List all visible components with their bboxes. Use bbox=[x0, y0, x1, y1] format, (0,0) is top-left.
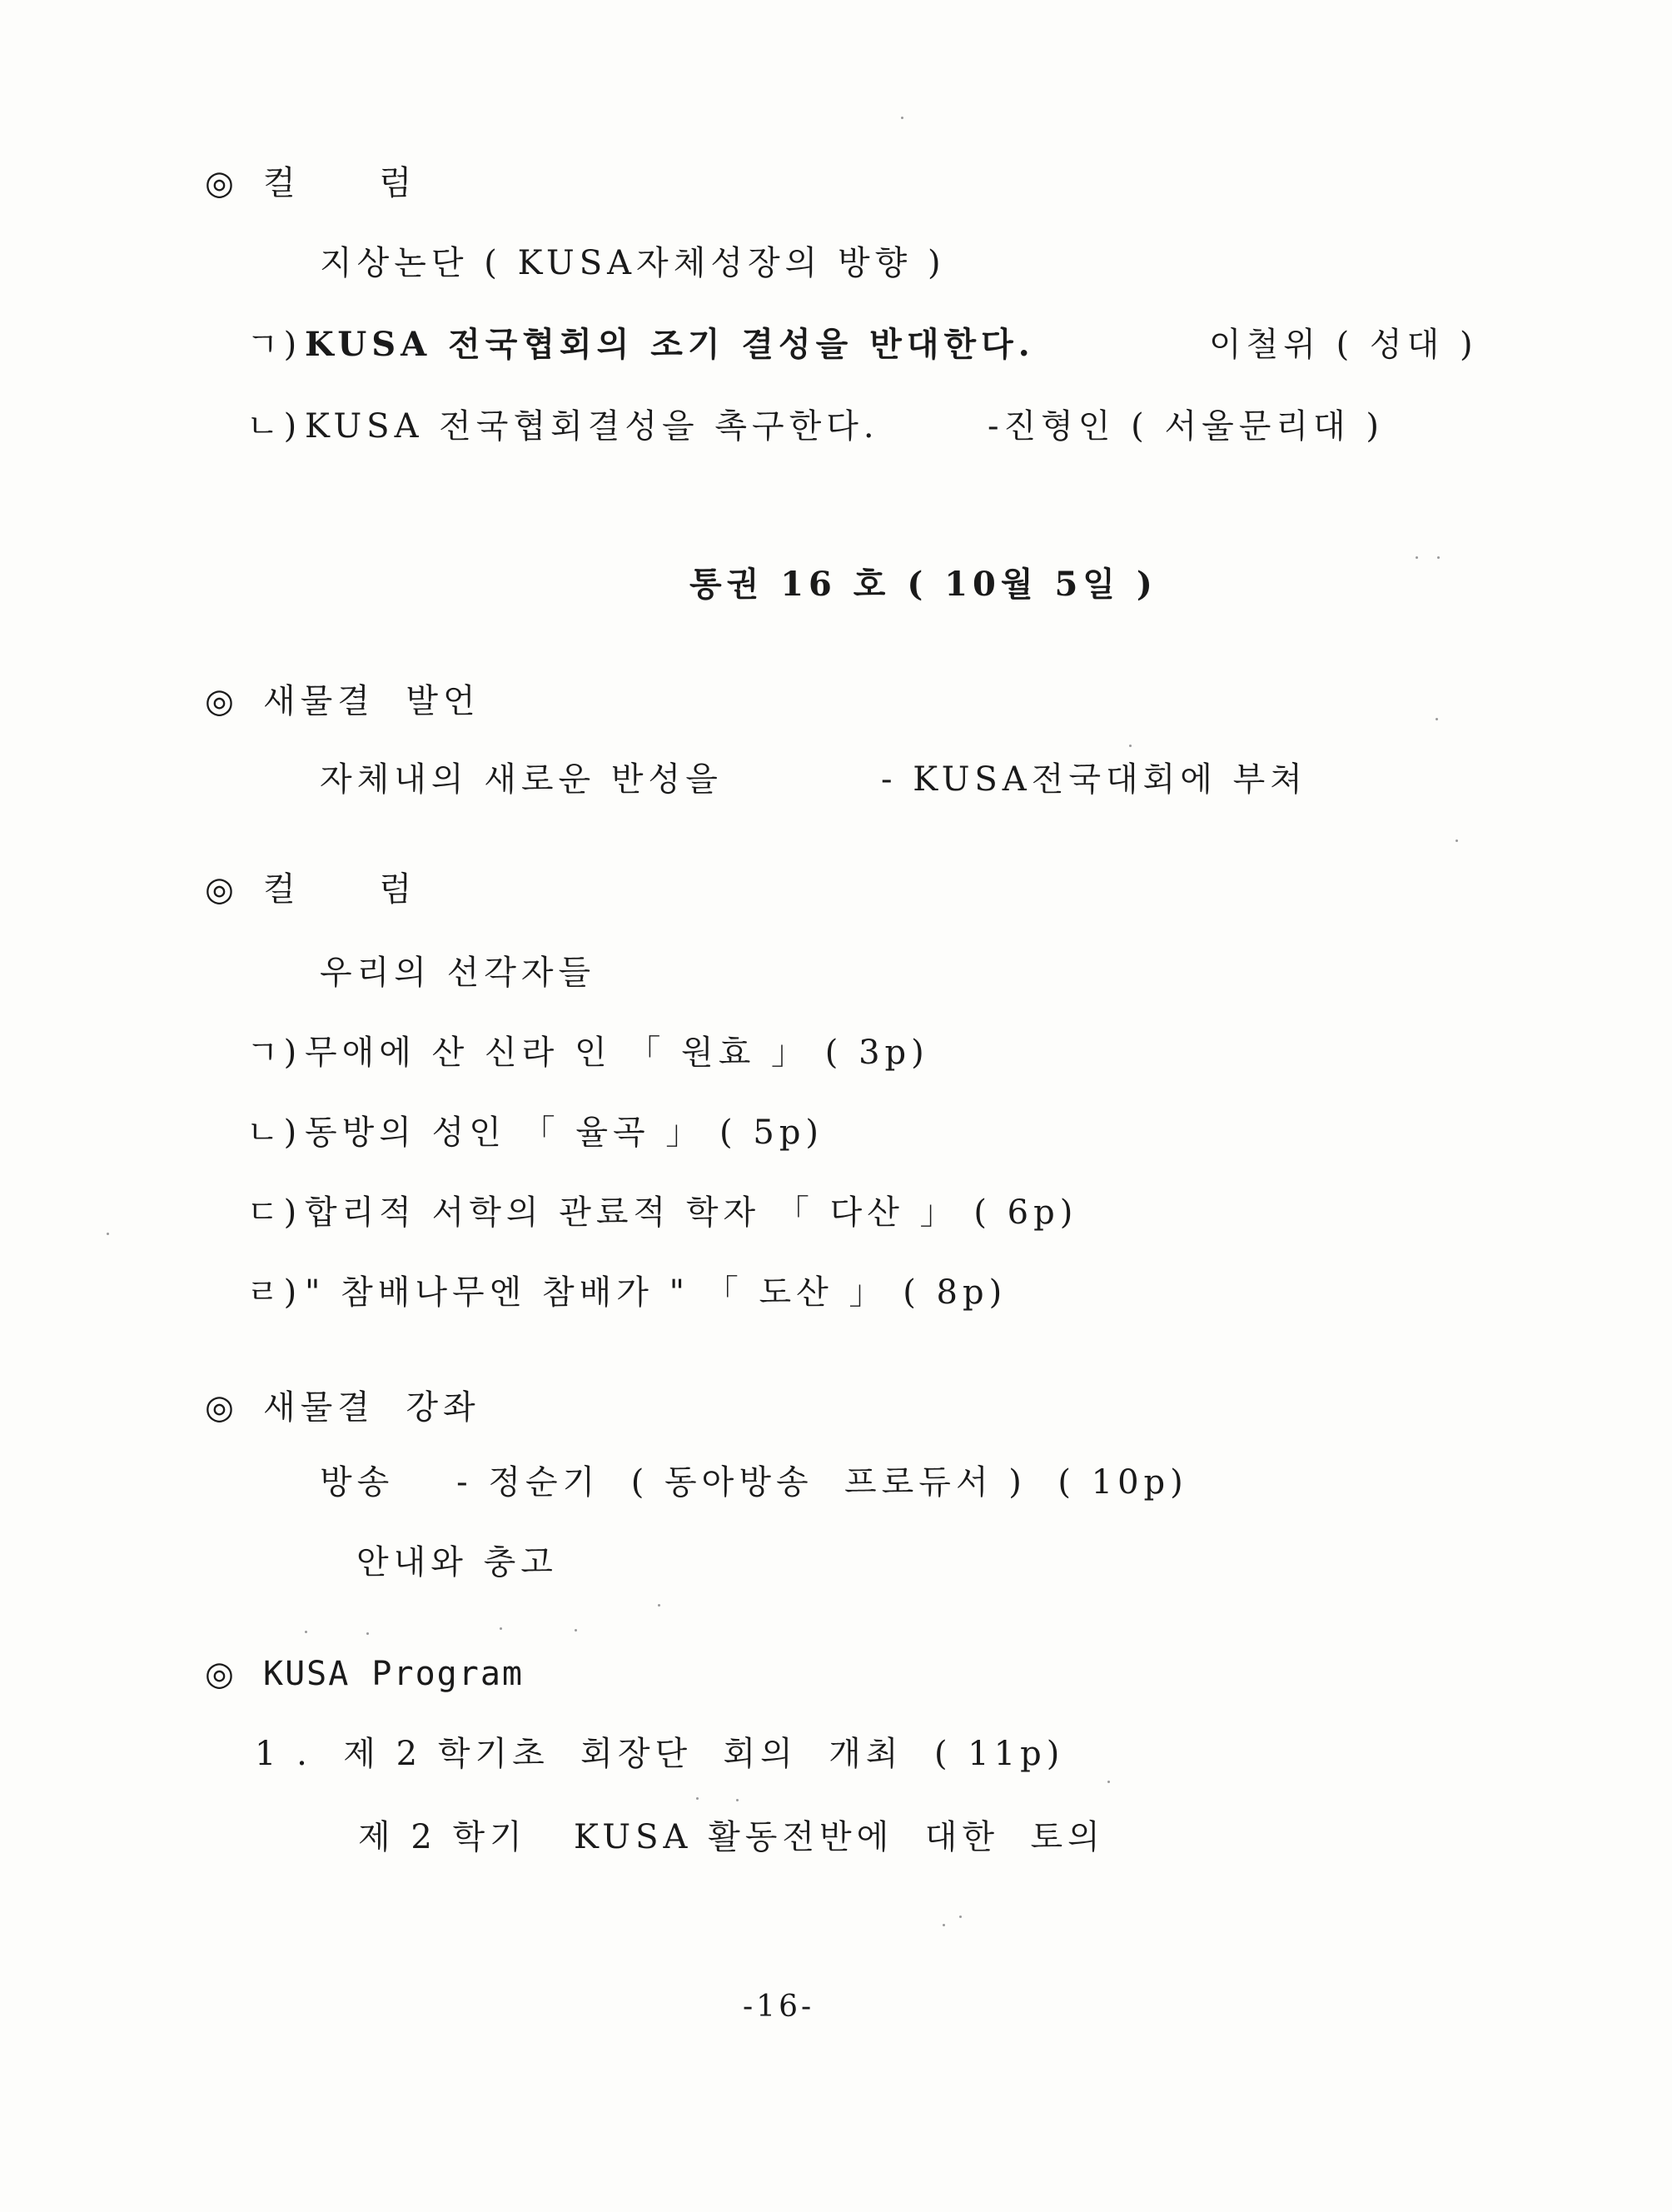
scan-speck bbox=[901, 117, 903, 119]
item-marker: ㄱ) bbox=[246, 326, 302, 364]
new-wave-statement-note: - KUSA전국대회에 부쳐 bbox=[881, 760, 1307, 799]
bullet-icon: ◎ bbox=[205, 1655, 239, 1693]
item-marker: ㄷ) bbox=[246, 1193, 302, 1232]
scan-speck bbox=[305, 1631, 307, 1633]
scan-speck bbox=[658, 1604, 660, 1607]
scan-speck bbox=[696, 1797, 699, 1800]
column-2-item-1 bbox=[246, 1033, 929, 1073]
column-1-heading: 컬 럼 bbox=[263, 164, 420, 202]
new-wave-lecture-heading-line bbox=[205, 1387, 480, 1427]
item-text: KUSA 전국협회의 조기 결성을 반대한다. bbox=[305, 325, 1035, 364]
new-wave-lecture-line-2: 안내와 충고 bbox=[356, 1543, 558, 1582]
item-text: KUSA 전국협회결성을 촉구한다. bbox=[305, 407, 879, 446]
column-2-heading: 컬 럼 bbox=[263, 870, 420, 909]
bullet-icon: ◎ bbox=[205, 870, 239, 909]
scan-speck bbox=[366, 1632, 369, 1635]
column-2-item-4 bbox=[246, 1273, 1007, 1313]
scan-speck bbox=[1437, 556, 1440, 559]
new-wave-statement-text: 자체내의 새로운 반성을 bbox=[320, 760, 723, 799]
item-text: 동방의 성인 「 율곡 」 ( 5p) bbox=[305, 1113, 824, 1152]
column-1-item-1 bbox=[246, 325, 1035, 365]
scan-speck bbox=[943, 1924, 945, 1926]
new-wave-statement-heading: 새물결 발언 bbox=[263, 682, 480, 720]
kusa-program-item-1-sub: 제 2 학기 KUSA 활동전반에 대한 토의 bbox=[358, 1818, 1105, 1856]
item-marker: ㄴ) bbox=[246, 407, 302, 446]
scan-speck bbox=[1456, 839, 1458, 842]
scan-speck bbox=[959, 1916, 962, 1918]
column-1-item-2-author: -진형인 ( 서울문리대 ) bbox=[988, 407, 1384, 446]
column-2-heading-line bbox=[205, 869, 420, 909]
scan-speck bbox=[1107, 1781, 1110, 1783]
item-text: 합리적 서학의 관료적 학자 「 다산 」 ( 6p) bbox=[305, 1193, 1078, 1232]
new-wave-lecture-line-1: 방송 - 정순기 ( 동아방송 프로듀서 ) ( 10p) bbox=[320, 1463, 1188, 1502]
kusa-program-heading-line bbox=[205, 1654, 524, 1694]
column-1-subtitle: 지상논단 ( KUSA자체성장의 방향 ) bbox=[320, 244, 946, 282]
scan-speck bbox=[1416, 556, 1418, 559]
bullet-icon: ◎ bbox=[205, 682, 239, 720]
item-marker: ㄴ) bbox=[246, 1113, 302, 1152]
scan-speck bbox=[736, 1799, 739, 1801]
kusa-program-heading: KUSA Program bbox=[263, 1655, 524, 1693]
item-text: " 참배나무엔 참배가 " 「 도산 」 ( 8p) bbox=[305, 1273, 1008, 1312]
bullet-icon: ◎ bbox=[205, 1388, 239, 1427]
scan-speck bbox=[1436, 718, 1438, 720]
column-2-item-3 bbox=[246, 1193, 1077, 1233]
item-marker: ㄹ) bbox=[246, 1273, 302, 1312]
column-2-item-2 bbox=[246, 1113, 824, 1153]
item-marker: ㄱ) bbox=[246, 1034, 302, 1072]
scan-speck bbox=[1129, 745, 1132, 747]
scan-speck bbox=[500, 1627, 502, 1630]
column-1-heading-line bbox=[205, 163, 420, 203]
scan-speck bbox=[575, 1629, 577, 1632]
column-1-item-2 bbox=[246, 406, 879, 446]
new-wave-lecture-heading: 새물결 강좌 bbox=[263, 1388, 480, 1427]
column-1-item-1-author: 이철위 ( 성대 ) bbox=[1209, 326, 1478, 364]
column-2-subtitle: 우리의 선각자들 bbox=[320, 954, 596, 992]
scan-speck bbox=[107, 1233, 109, 1235]
issue-header: 통권 16 호 ( 10월 5일 ) bbox=[689, 565, 1157, 604]
new-wave-statement-heading-line bbox=[205, 681, 480, 721]
item-text: 무애에 산 신라 인 「 원효 」 ( 3p) bbox=[305, 1034, 929, 1072]
bullet-icon: ◎ bbox=[205, 164, 239, 202]
page-number: -16- bbox=[743, 1990, 815, 2024]
kusa-program-item-1: 1 . 제 2 학기초 회장단 회의 개최 ( 11p) bbox=[255, 1735, 1065, 1773]
